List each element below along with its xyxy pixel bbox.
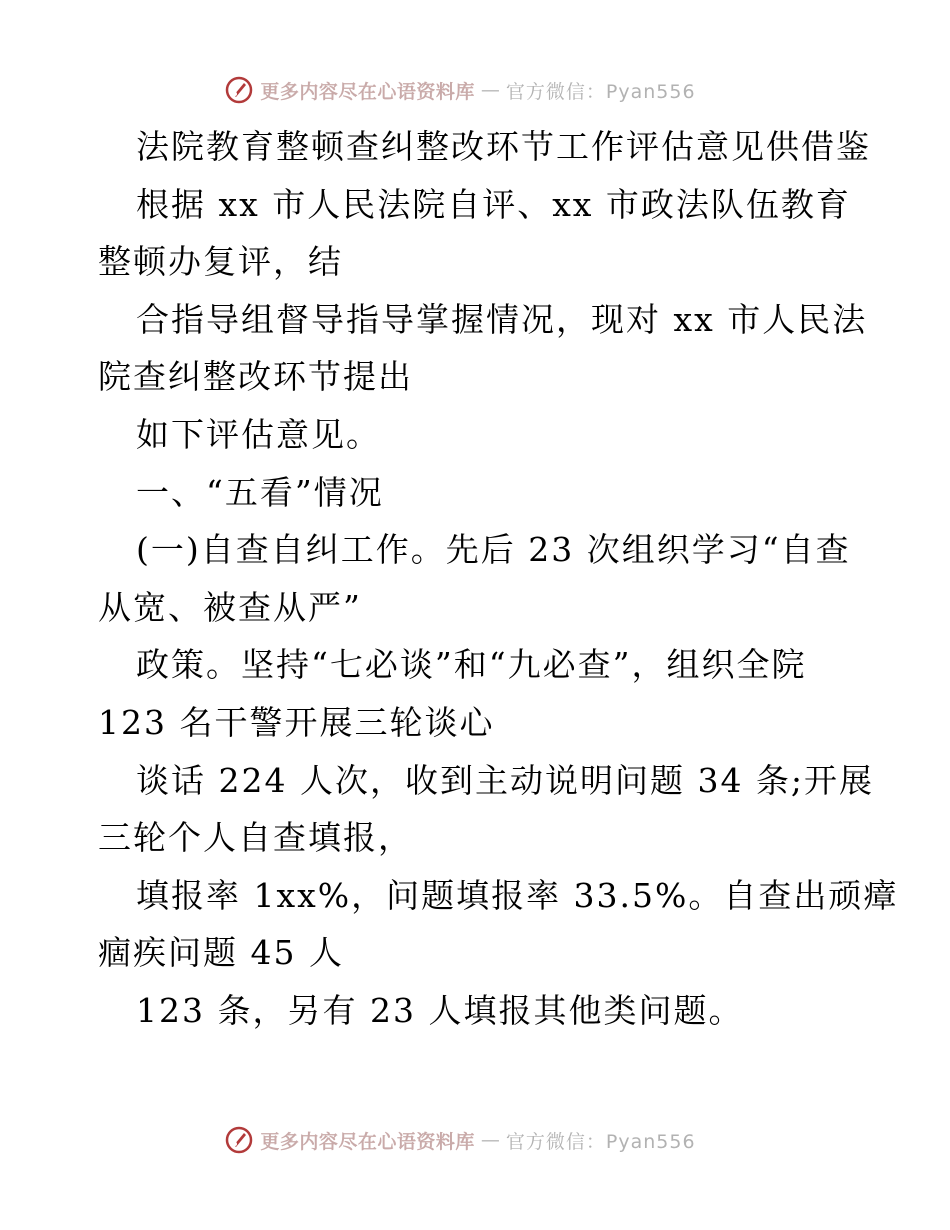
header-banner (0, 70, 950, 110)
quill-circle-icon (224, 75, 254, 105)
document-title: 法院教育整顿查纠整改环节工作评估意见供借鉴 (136, 127, 871, 166)
paragraph-line: 三轮个人自查填报， (98, 818, 413, 858)
footer-banner (0, 1120, 950, 1160)
paragraph-line: 填报率 1xx%，问题填报率 33.5%。自查出顽瘴 (136, 875, 899, 915)
quill-circle-icon (224, 1125, 254, 1155)
paragraph-line: 123 条，另有 23 人填报其他类问题。 (136, 990, 744, 1030)
paragraph-line: 整顿办复评，结 (98, 242, 343, 282)
banner-sub-text: 官方微信：Pyan556 (505, 1130, 696, 1153)
banner-main-text: 更多内容尽在心语资料库 (260, 1130, 475, 1153)
paragraph-line: 政策。坚持“七必谈”和“九必查”，组织全院 (136, 645, 807, 685)
paragraph-line: 根据 xx 市人民法院自评、xx 市政法队伍教育 (136, 184, 851, 224)
banner-main-text: 更多内容尽在心语资料库 (260, 80, 475, 103)
section-heading: 一、“五看”情况 (136, 472, 384, 512)
paragraph-line: 123 名干警开展三轮谈心 (98, 702, 495, 742)
footer-banner-content (224, 1125, 695, 1155)
paragraph-line: 合指导组督导指导掌握情况，现对 xx 市人民法 (136, 299, 868, 339)
banner-dash: — (480, 1129, 500, 1151)
paragraph-line: 如下评估意见。 (136, 414, 381, 454)
banner-sub-text: 官方微信：Pyan556 (505, 80, 696, 103)
paragraph-line: 痼疾问题 45 人 (98, 933, 344, 973)
paragraph-line: (一)自查自纠工作。先后 23 次组织学习“自查 (136, 530, 851, 570)
document-body (98, 118, 899, 1040)
paragraph-line: 从宽、被查从严” (98, 587, 362, 627)
header-banner-content (224, 75, 695, 105)
banner-dash: — (480, 79, 500, 101)
paragraph-line: 院查纠整改环节提出 (98, 357, 413, 397)
paragraph-line: 谈话 224 人次，收到主动说明问题 34 条;开展 (136, 760, 875, 800)
